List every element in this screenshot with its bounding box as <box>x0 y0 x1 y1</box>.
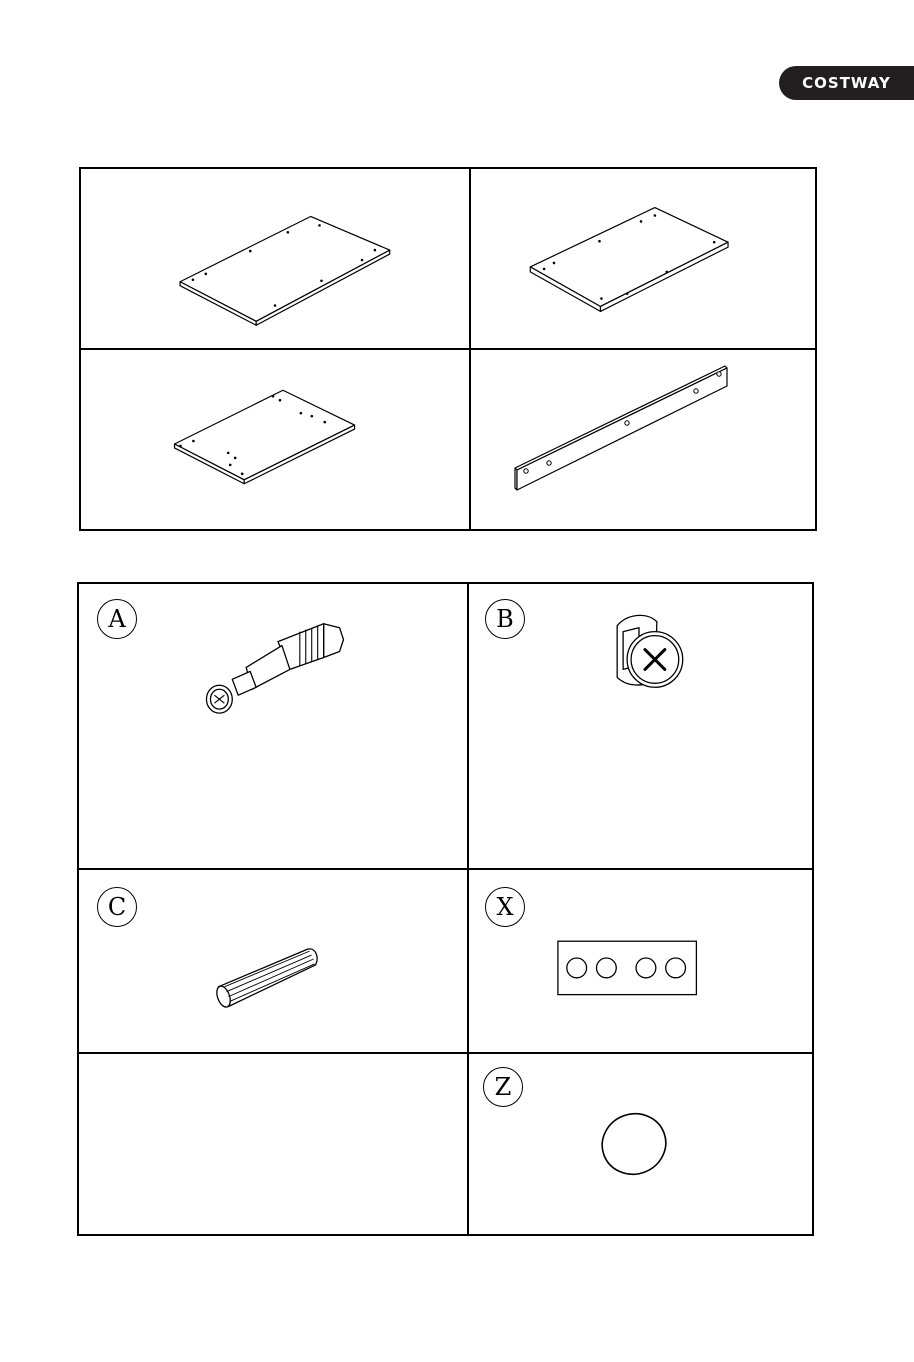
panel-cell-rail <box>471 350 815 529</box>
screw-cover-sheet-icon <box>469 870 812 1052</box>
hardware-letter-z: Z <box>483 1067 523 1107</box>
hardware-grid <box>77 582 814 1236</box>
wooden-dowel-icon <box>79 870 467 1052</box>
felt-pad-icon <box>469 1054 812 1234</box>
hardware-cell-z <box>469 1054 812 1234</box>
costway-logo <box>779 66 914 100</box>
panel-cell-shelf <box>81 350 471 529</box>
large-top-panel-icon <box>81 169 469 348</box>
shelf-panel-icon <box>81 350 469 529</box>
back-rail-icon <box>471 350 815 529</box>
brand-name: COSTWAY <box>802 74 891 92</box>
hardware-cell-x <box>469 870 812 1054</box>
hardware-letter-x: X <box>485 887 525 927</box>
panel-cell-large-top <box>81 169 471 350</box>
hardware-letter-b: B <box>485 599 525 639</box>
side-panel-icon <box>471 169 815 348</box>
panels-grid <box>79 167 817 531</box>
hardware-letter-c: C <box>97 887 137 927</box>
hardware-letter-a: A <box>97 599 137 639</box>
cam-lock-icon <box>469 584 812 868</box>
hardware-cell-empty <box>79 1054 469 1234</box>
hardware-cell-b <box>469 584 812 870</box>
hardware-cell-c <box>79 870 469 1054</box>
cam-bolt-icon <box>79 584 467 868</box>
hardware-cell-a <box>79 584 469 870</box>
panel-cell-side <box>471 169 815 350</box>
